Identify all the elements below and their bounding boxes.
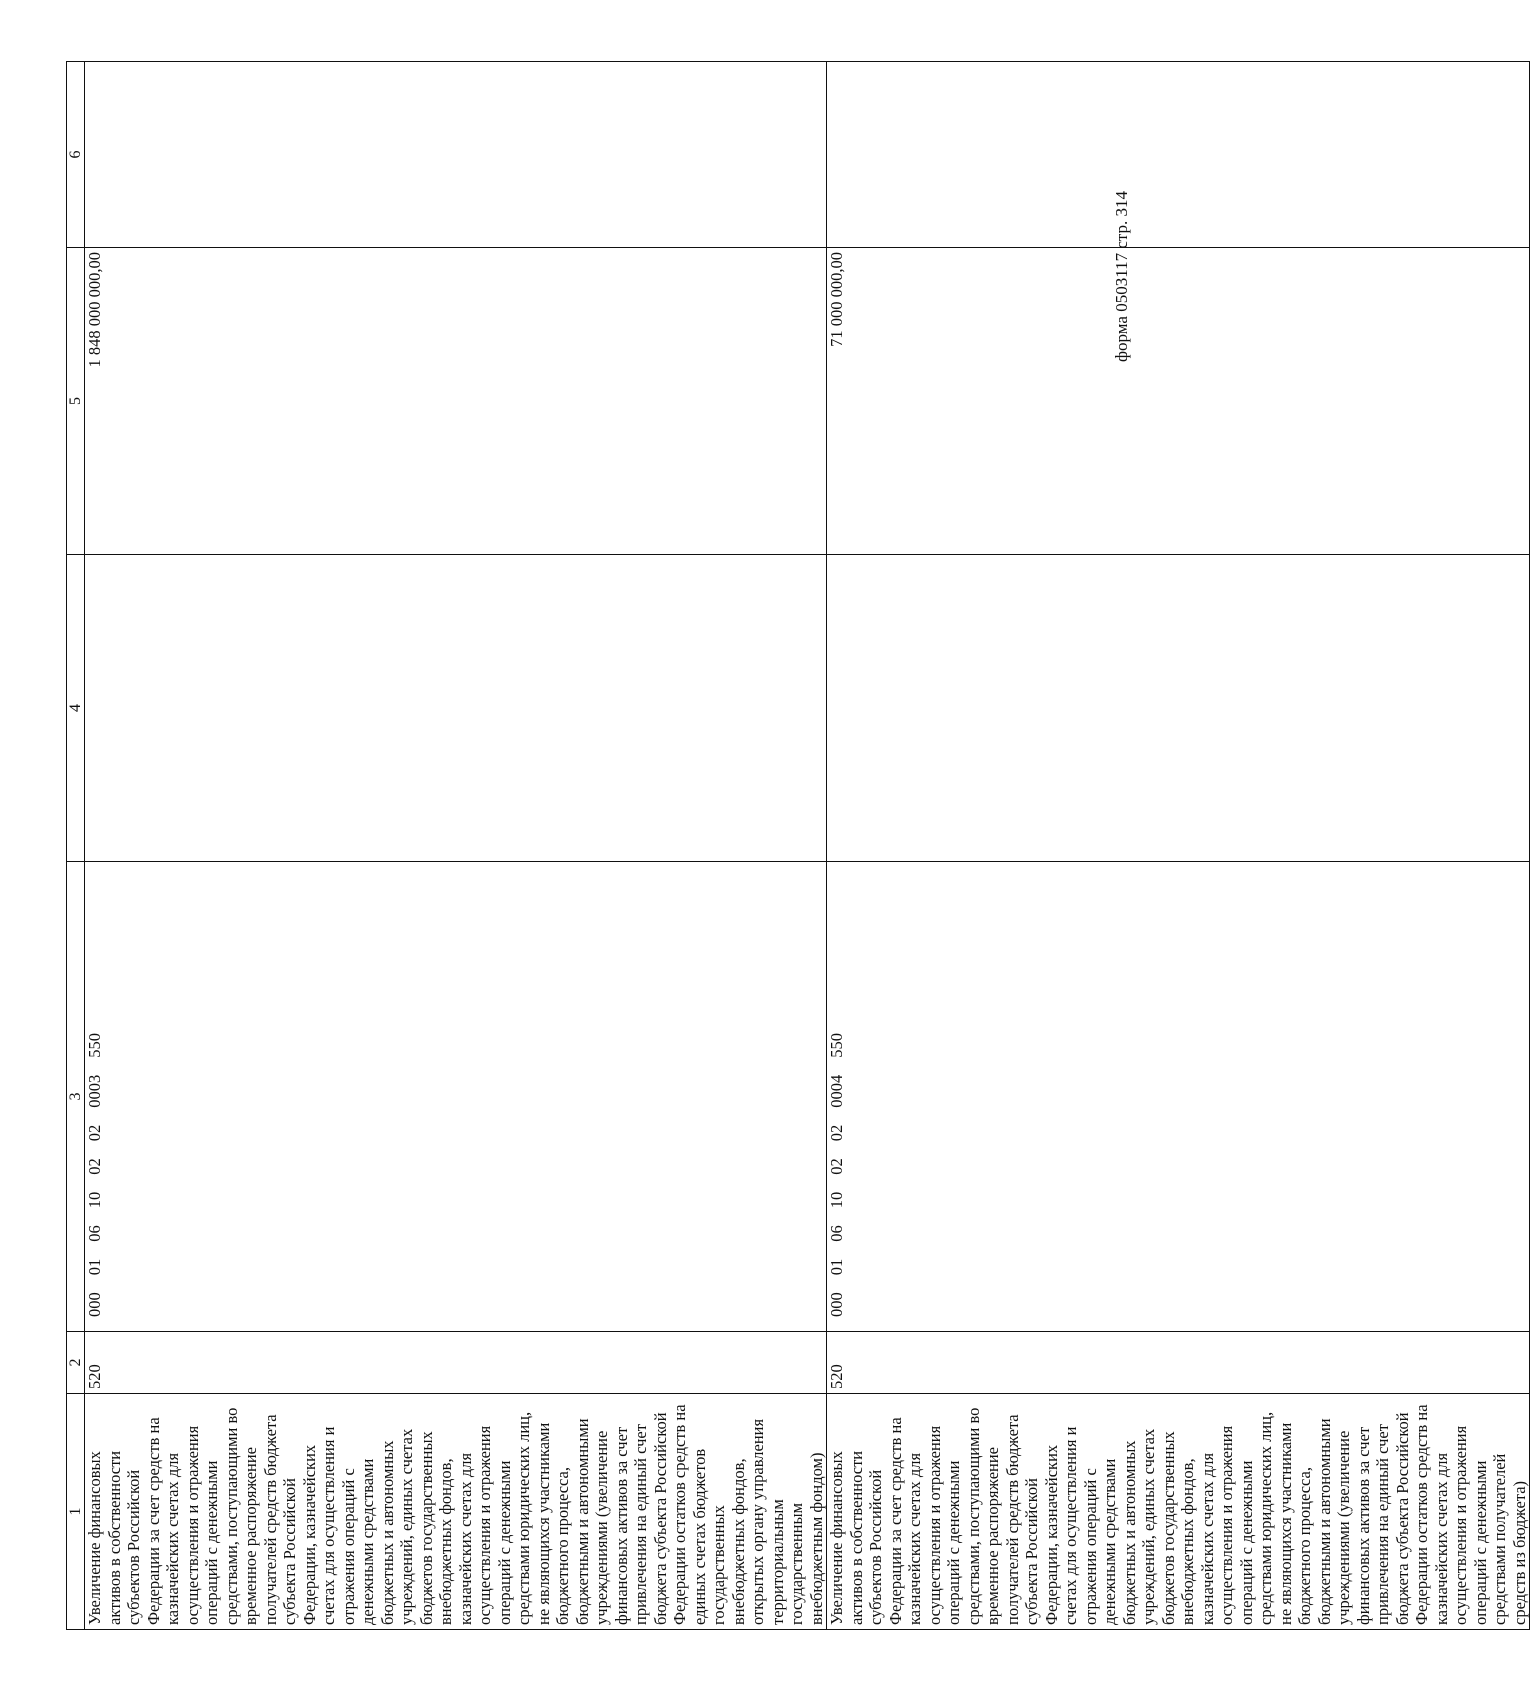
row-budget-code xyxy=(827,862,1530,1332)
code-part: 06 xyxy=(85,1225,104,1242)
code-part: 10 xyxy=(85,1191,104,1209)
code-part: 000 xyxy=(827,1292,846,1317)
row-description: Увеличение финансовых активов в собственности субъектов Российской Федерации за счет средств на казначейских счетах для осуществления и отражения операций с денежными средствами, поступающими во временное распоряжение получателей средств бюджета субъекта Российской Федерации, казначейских счетах для осуществления и отражения операций с денежными средствами бюджетных и автономных учреждений, единых счетах бюджетов государственных внебюджетных фондов, казначейских счетах для осуществления и отражения операций с денежными средствами юридических лиц, не являющихся участниками бюджетного процесса, бюджетными и автономными учреждениями (увеличение финансовых активов за счет привлечения на единый счет бюджета субъекта Российской Федерации остатков средств на казначейских счетах для осуществления и отражения операций с денежными средствами получателей средств из бюджета) xyxy=(827,1394,1530,1630)
column-number-3: 3 xyxy=(67,862,85,1332)
row-line-code: 520 xyxy=(85,1332,827,1394)
column-number-row xyxy=(67,62,85,1630)
code-part: 02 xyxy=(827,1124,846,1142)
row-col6 xyxy=(827,62,1530,248)
code-part: 02 xyxy=(85,1158,104,1175)
code-part: 0004 xyxy=(827,1074,846,1108)
code-part: 550 xyxy=(827,1033,846,1058)
row-col4 xyxy=(827,555,1530,862)
column-number-2: 2 xyxy=(67,1332,85,1394)
column-number-4: 4 xyxy=(67,555,85,862)
column-number-1: 1 xyxy=(67,1394,85,1630)
code-part: 01 xyxy=(827,1258,846,1276)
row-col4 xyxy=(85,555,827,862)
row-budget-code xyxy=(85,862,827,1332)
report-table xyxy=(66,61,1530,1630)
column-number-5: 5 xyxy=(67,248,85,555)
row-line-code: 520 xyxy=(827,1332,1530,1394)
code-part: 02 xyxy=(827,1158,846,1175)
row-amount: 71 000 000,00 xyxy=(827,248,1530,555)
column-number-6: 6 xyxy=(67,62,85,248)
row-amount: 1 848 000 000,00 xyxy=(85,248,827,555)
code-part: 000 xyxy=(85,1292,104,1317)
row-col6 xyxy=(85,62,827,248)
table-row xyxy=(827,62,1530,1630)
form-reference: форма 0503117 стр. 314 xyxy=(1112,191,1131,362)
code-part: 0003 xyxy=(85,1074,104,1108)
code-part: 02 xyxy=(85,1124,104,1142)
code-part: 10 xyxy=(827,1191,846,1209)
table-row xyxy=(85,62,827,1630)
code-part: 06 xyxy=(827,1225,846,1242)
code-part: 01 xyxy=(85,1258,104,1276)
row-description: Увеличение финансовых активов в собственности субъектов Российской Федерации за счет средств на казначейских счетах для осуществления и отражения операций с денежными средствами, поступающими во временное распоряжение получателей средств бюджета субъекта Российской Федерации, казначейских счетах для осуществления и отражения операций с денежными средствами бюджетных и автономных учреждений, единых счетах бюджетов государственных внебюджетных фондов, казначейских счетах для осуществления и отражения операций с денежными средствами юридических лиц, не являющихся участниками бюджетного процесса, бюджетными и автономными учреждениями (увеличение финансовых активов за счет привлечения на единый счет бюджета субъекта Российской Федерации остатков средств на единых счетах бюджетов государственных внебюджетных фондов, открытых органу управления территориальным государственным внебюджетным фондом) xyxy=(85,1394,827,1630)
code-part: 550 xyxy=(85,1033,104,1058)
